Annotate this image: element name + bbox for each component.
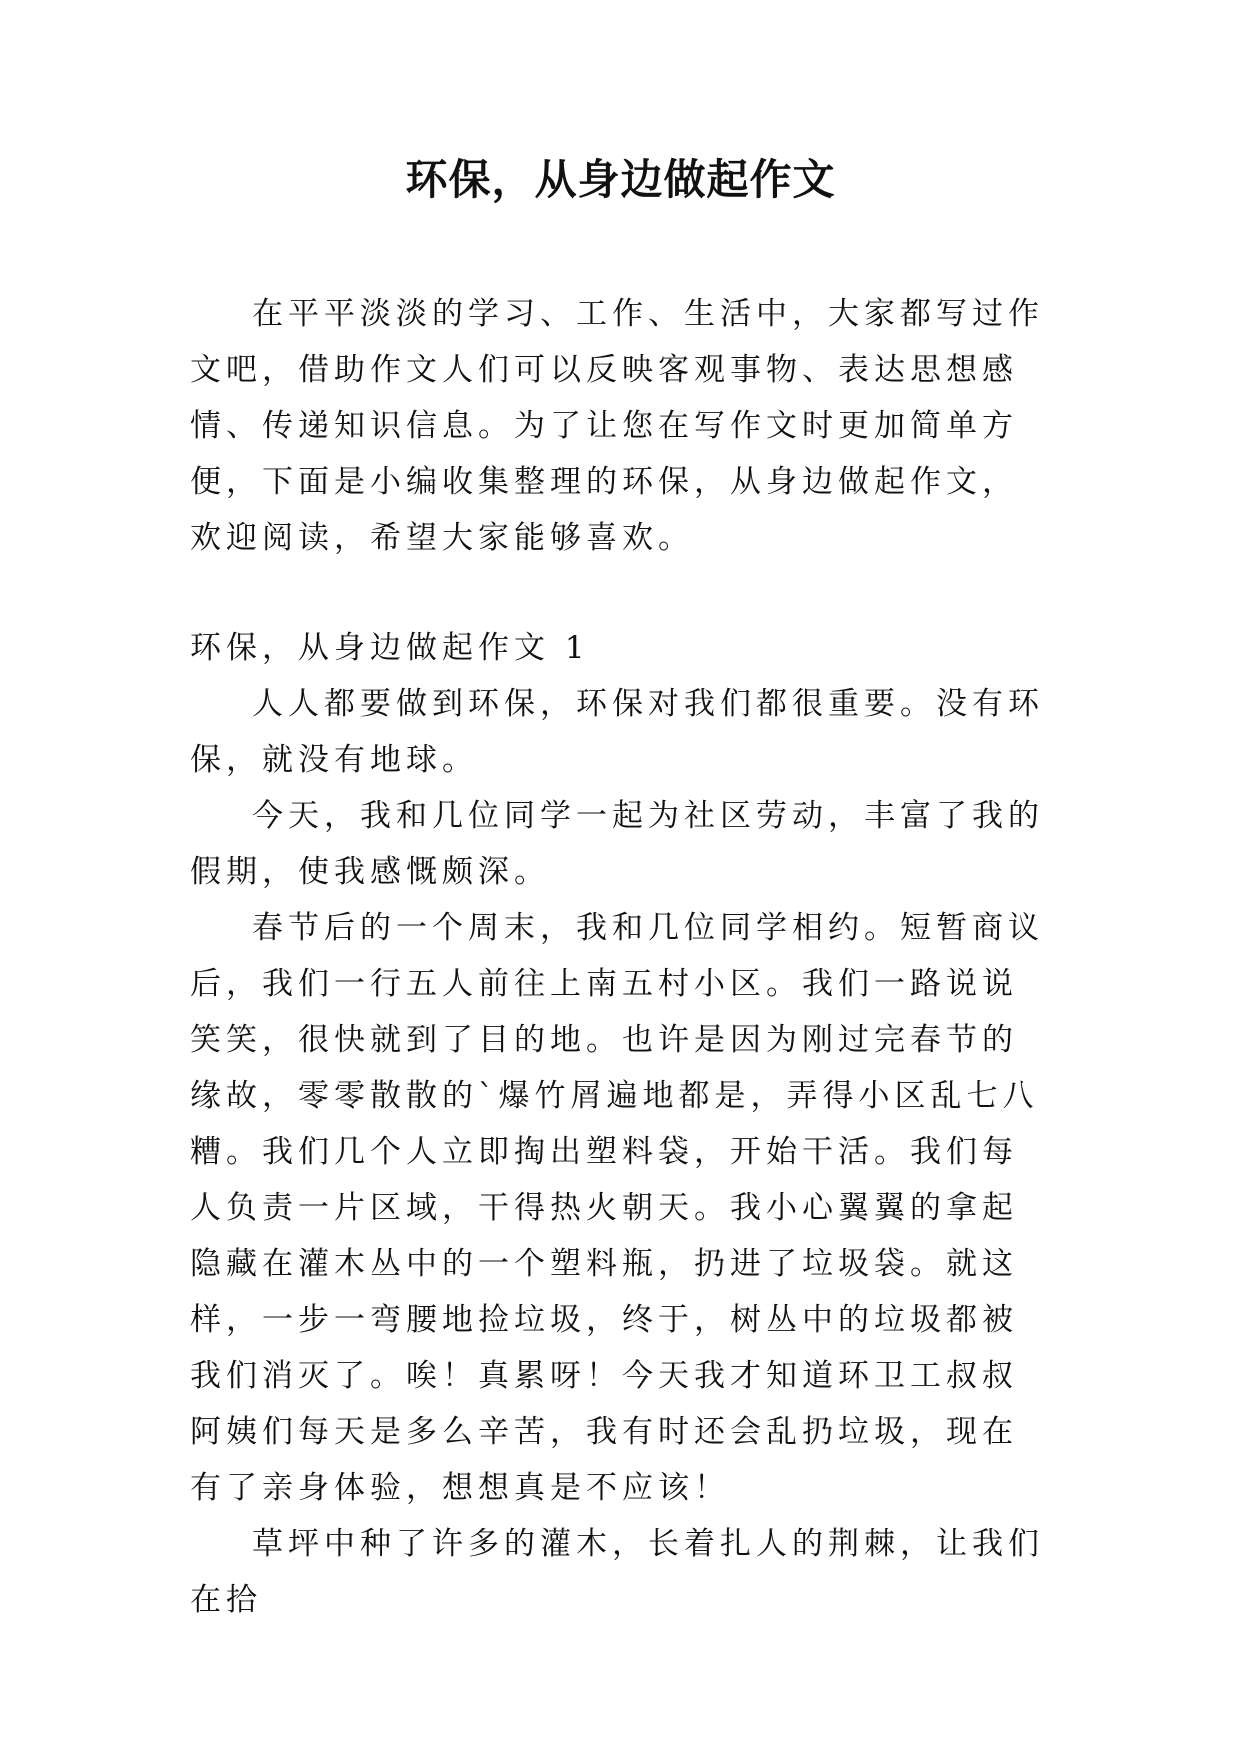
body-paragraph: 春节后的一个周末，我和几位同学相约。短暂商议后，我们一行五人前往上南五村小区。我们一路说说笑笑，很快就到了目的地。也许是因为刚过完春节的缘故，零零散散的`爆竹屑遍地都是，弄得小区乱七八糟。我们几个人立即掏出塑料袋，开始干活。我们每人负责一片区域，干得热火朝天。我小心翼翼的拿起隐藏在灌木丛中的一个塑料瓶，扔进了垃圾袋。就这样，一步一弯腰地捡垃圾，终于，树丛中的垃圾都被我们消灭了。唉！真累呀！今天我才知道环卫工叔叔阿姨们每天是多么辛苦，我有时还会乱扔垃圾，现在有了亲身体验，想想真是不应该！ <box>190 910 1044 1506</box>
document-title: 环保，从身边做起作文 <box>405 155 836 204</box>
intro-paragraph: 在平平淡淡的学习、工作、生活中，大家都写过作文吧，借助作文人们可以反映客观事物、表达思想感情、传递知识信息。为了让您在写作文时更加简单方便，下面是小编收集整理的环保，从身边做起作文，欢迎阅读，希望大家能够喜欢。 <box>190 296 1044 556</box>
section-heading: 环保，从身边做起作文 1 <box>190 630 590 666</box>
body-paragraph: 今天，我和几位同学一起为社区劳动，丰富了我的假期，使我感慨颇深。 <box>190 798 1044 890</box>
paragraph-gap <box>190 566 1052 620</box>
body-paragraph: 人人都要做到环保，环保对我们都很重要。没有环保，就没有地球。 <box>190 686 1044 778</box>
document-body <box>190 286 1052 1628</box>
body-paragraph: 草坪中种了许多的灌木，长着扎人的荆棘，让我们在拾 <box>190 1526 1044 1618</box>
